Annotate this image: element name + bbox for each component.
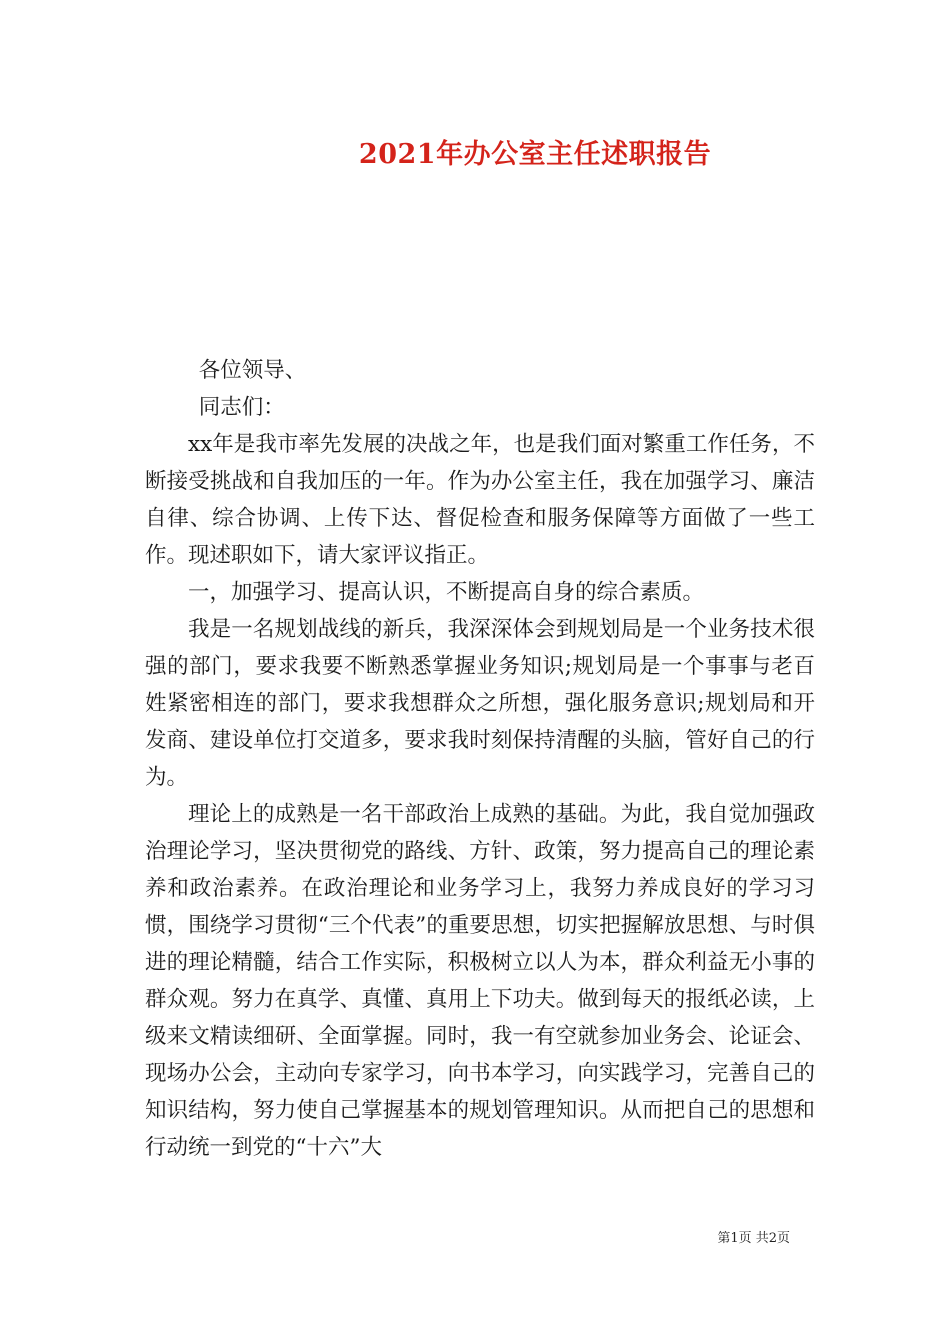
paragraph-planning-bureau: 我是一名规划战线的新兵，我深深体会到规划局是一个业务技术很强的部门，要求我要不断熟悉掌握业务知识;规划局是一个事事与老百姓紧密相连的部门，要求我想群众之所想，强化服务意识;规划局和开发商、建设单位打交道多，要求我时刻保持清醒的头脑，管好自己的行为。 (145, 617, 815, 790)
salutation-comrades: 同志们： (198, 395, 285, 420)
paragraph-intro: xx年是我市率先发展的决战之年，也是我们面对繁重工作任务，不断接受挑战和自我加压的一年。作为办公室主任，我在加强学习、廉洁自律、综合协调、上传下达、督促检查和服务保障等方面做了一些工作。现述职如下，请大家评议指正。 (145, 432, 815, 568)
section-heading-1: 一，加强学习、提高认识，不断提高自身的综合素质。 (188, 580, 705, 605)
paragraph-theory-study: 理论上的成熟是一名干部政治上成熟的基础。为此，我自觉加强政治理论学习，坚决贯彻党的路线、方针、政策，努力提高自己的理论素养和政治素养。在政治理论和业务学习上，我努力养成良好的学习习惯，围绕学习贯彻“三个代表”的重要思想，切实把握解放思想、与时俱进的理论精髓，结合工作实际，积极树立以人为本，群众利益无小事的群众观。努力在真学、真懂、真用上下功夫。做到每天的报纸必读，上级来文精读细研、全面掌握。同时，我一有空就参加业务会、论证会、现场办公会，主动向专家学习，向书本学习，向实践学习，完善自己的知识结构，努力使自己掌握基本的规划管理知识。从而把自己的思想和行动统一到党的“十六”大 (145, 802, 815, 1160)
page-number: 第1页 共2页 (717, 1231, 790, 1246)
document-title: 2021年办公室主任述职报告 (358, 139, 712, 170)
document-body (145, 352, 815, 1166)
salutation-leaders: 各位领导、 (198, 358, 307, 383)
